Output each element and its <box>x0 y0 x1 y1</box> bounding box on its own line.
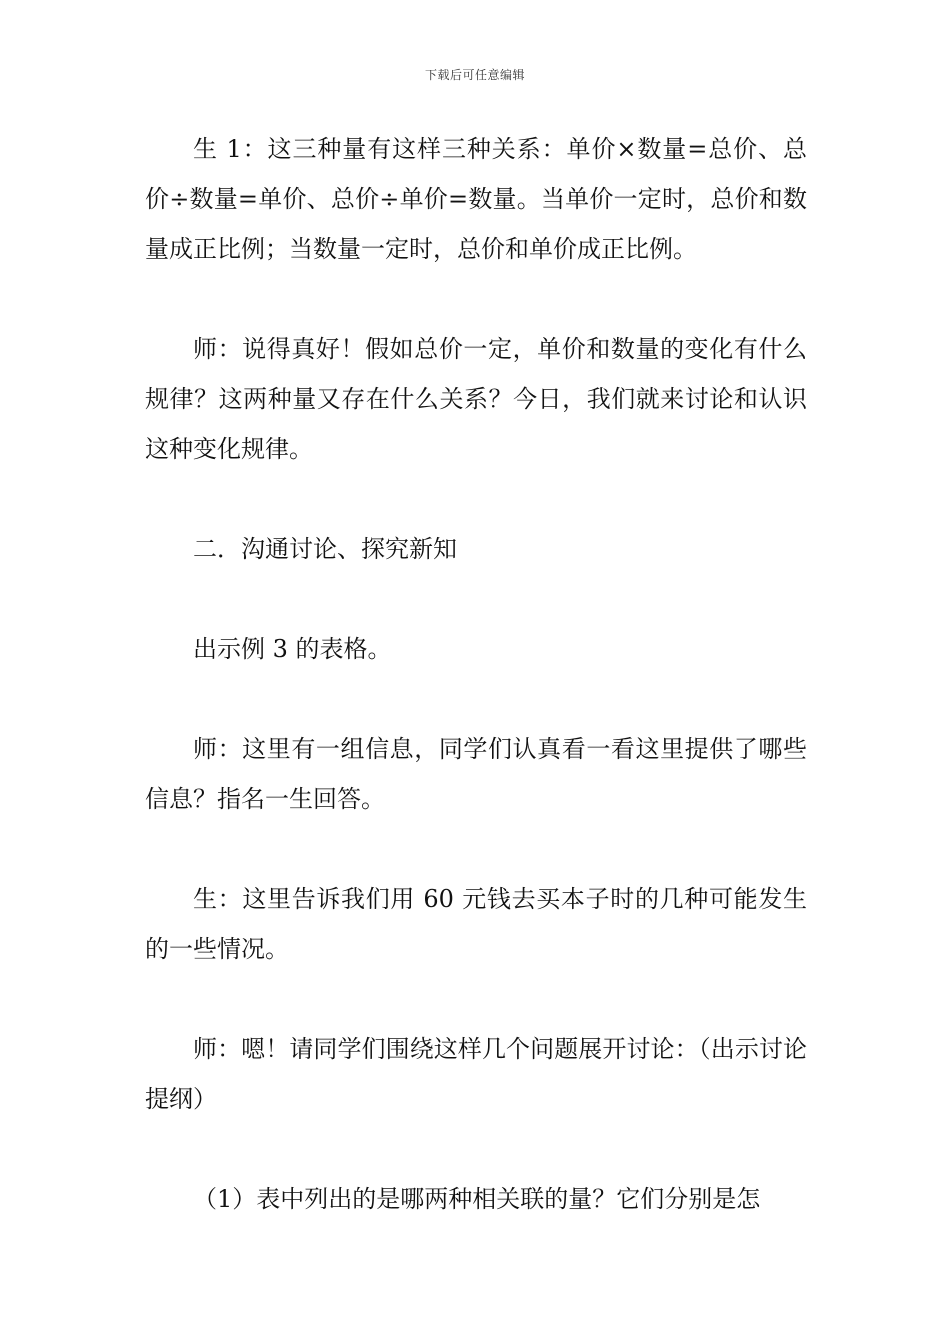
paragraph-show-table: 出示例 3 的表格。 <box>193 635 392 663</box>
section-heading: 二．沟通讨论、探究新知 <box>193 535 457 563</box>
paragraph-teacher-info: 师：这里有一组信息，同学们认真看一看这里提供了哪些信息？指名一生回答。 <box>145 735 807 813</box>
paragraph-student-answer: 生：这里告诉我们用 60 元钱去买本子时的几种可能发生的一些情况。 <box>145 885 807 963</box>
document-body <box>145 124 807 1224</box>
paragraph-teacher-question: 师：说得真好！假如总价一定，单价和数量的变化有什么规律？这两种量又存在什么关系？今日，我们就来讨论和认识这种变化规律。 <box>145 335 807 463</box>
page-header-note: 下载后可任意编辑 <box>424 68 525 82</box>
paragraph-student-relations: 生 1：这三种量有这样三种关系：单价×数量=总价、总价÷数量=单价、总价÷单价=数量。当单价一定时，总价和数量成正比例；当数量一定时，总价和单价成正比例。 <box>145 135 807 263</box>
paragraph-question-1: （1）表中列出的是哪两种相关联的量？它们分别是怎 <box>193 1185 761 1213</box>
paragraph-teacher-discussion: 师：嗯！请同学们围绕这样几个问题展开讨论：（出示讨论提纲） <box>145 1035 807 1113</box>
